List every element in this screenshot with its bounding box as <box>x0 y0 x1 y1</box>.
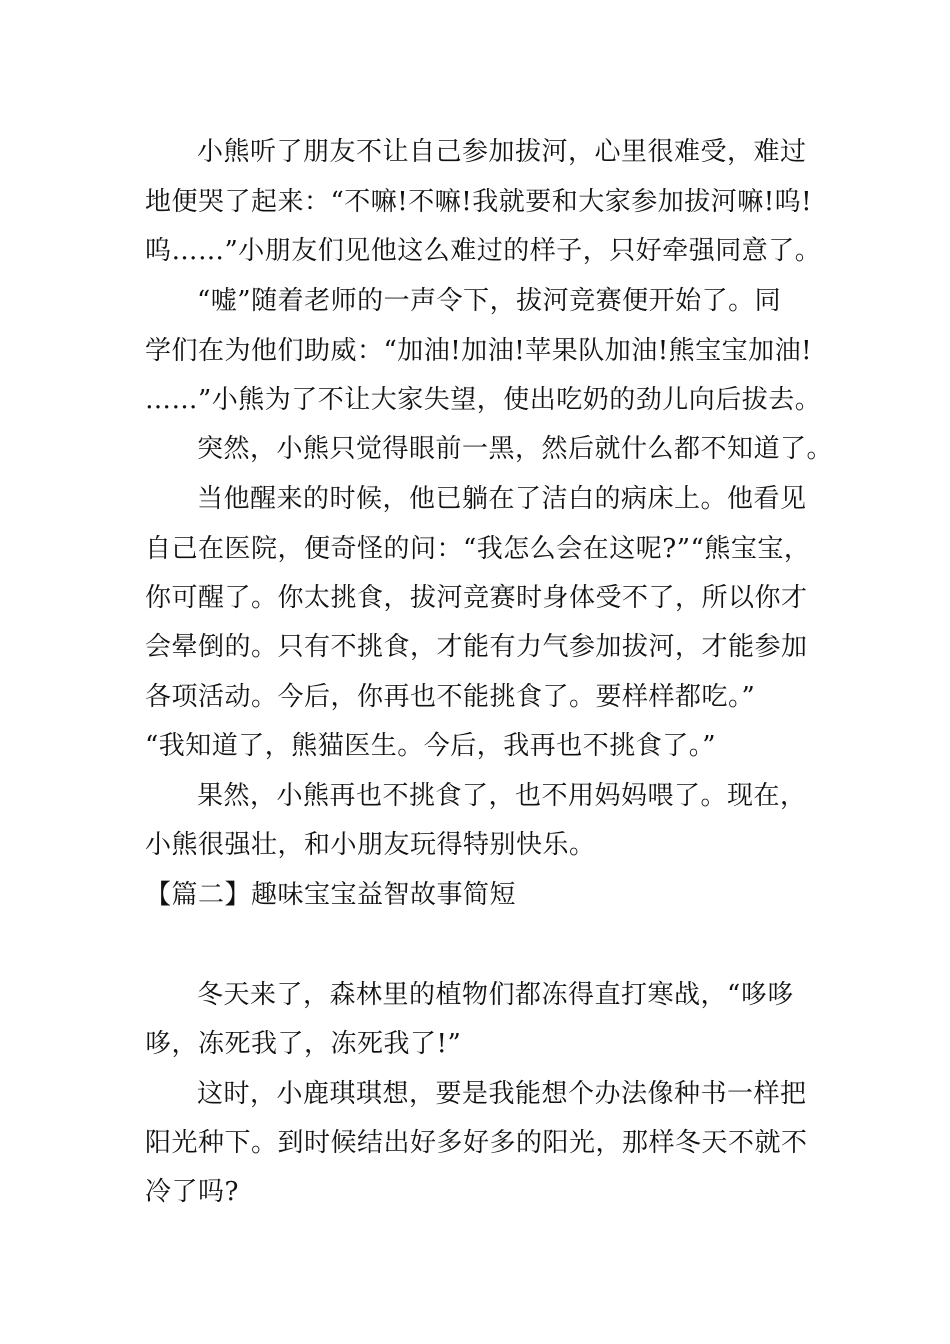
text-line: 学们在为他们助威：“加油!加油!苹果队加油!熊宝宝加油! <box>145 336 813 366</box>
text-line: 地便哭了起来：“不嘛!不嘛!我就要和大家参加拔河嘛!呜! <box>145 187 813 217</box>
text-line: “我知道了，熊猫医生。今后，我再也不挑食了。” <box>145 731 717 761</box>
text-line: 哆，冻死我了，冻死我了!” <box>145 1029 462 1059</box>
text-line: “嘘”随着老师的一声令下，拔河竞赛便开始了。同 <box>197 286 782 316</box>
text-line: 小熊听了朋友不让自己参加拔河，心里很难受，难过 <box>197 137 807 167</box>
text-line: 会晕倒的。只有不挑食，才能有力气参加拔河，才能参加 <box>145 632 808 662</box>
text-line: 冷了吗? <box>145 1177 239 1207</box>
section-heading: 【篇二】趣味宝宝益智故事简短 <box>145 880 517 910</box>
text-line: 阳光种下。到时候结出好多好多的阳光，那样冬天不就不 <box>145 1128 808 1158</box>
text-line: 你可醒了。你太挑食，拔河竞赛时身体受不了，所以你才 <box>145 583 808 613</box>
text-line: 突然，小熊只觉得眼前一黑，然后就什么都不知道了。 <box>197 434 834 464</box>
text-line: 各项活动。今后，你再也不能挑食了。要样样都吃。” <box>145 682 756 712</box>
text-line: 自己在医院，便奇怪的问：“我怎么会在这呢?”“熊宝宝， <box>145 534 811 564</box>
text-line: ……”小熊为了不让大家失望，使出吃奶的劲儿向后拔去。 <box>145 385 822 415</box>
text-line: 呜……”小朋友们见他这么难过的样子，只好牵强同意了。 <box>145 236 822 266</box>
text-line: 冬天来了，森林里的植物们都冻得直打寒战，“哆哆 <box>197 980 794 1010</box>
text-line: 果然，小熊再也不挑食了，也不用妈妈喂了。现在， <box>197 781 807 811</box>
text-line: 这时，小鹿琪琪想，要是我能想个办法像种书一样把 <box>197 1079 807 1109</box>
text-line: 当他醒来的时候，他已躺在了洁白的病床上。他看见 <box>197 484 807 514</box>
text-line: 小熊很强壮，和小朋友玩得特别快乐。 <box>145 830 596 860</box>
